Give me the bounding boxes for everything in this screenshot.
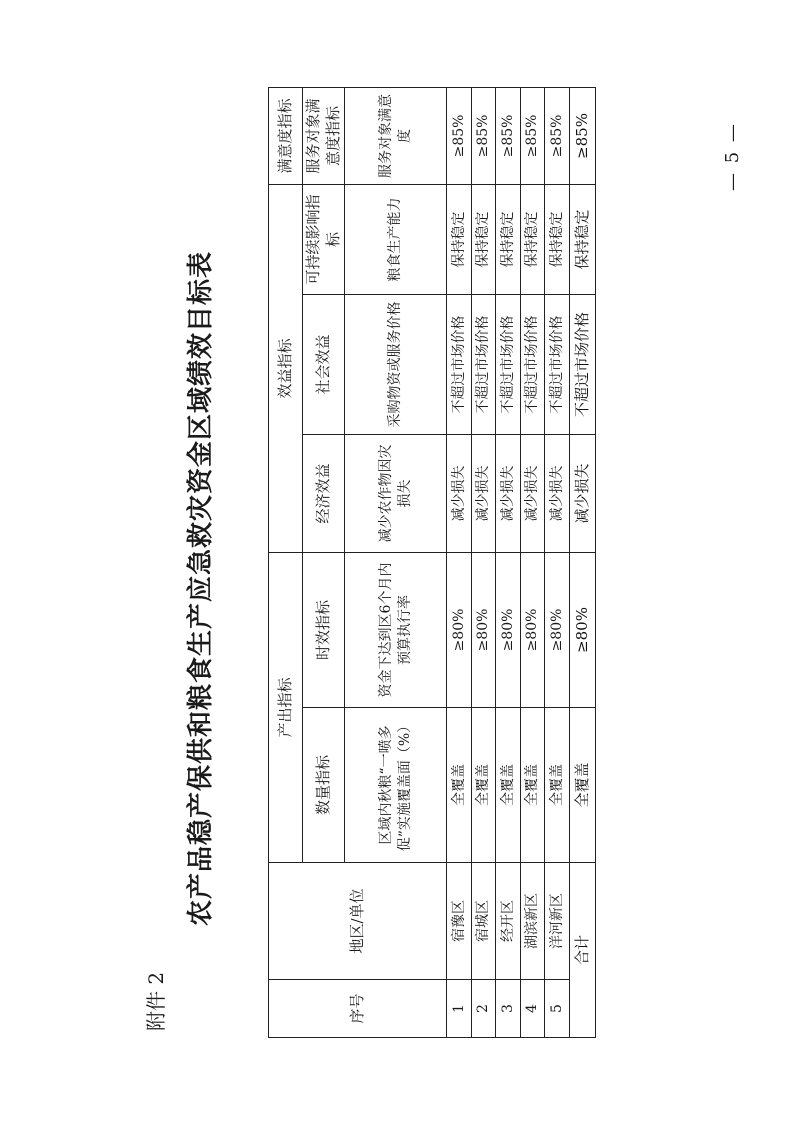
cell-economic: 减少损失 xyxy=(496,434,521,552)
cell-social: 不超过市场价格 xyxy=(520,294,545,434)
table-total-row xyxy=(569,87,595,1037)
cell-quantity: 全覆盖 xyxy=(545,708,570,863)
cell-timeliness: ≥80% xyxy=(545,552,570,707)
detail-social: 采购物资或服务价格 xyxy=(345,294,447,434)
cell-total-quantity: 全覆盖 xyxy=(569,708,595,863)
cell-timeliness: ≥80% xyxy=(471,552,496,707)
cell-social: 不超过市场价格 xyxy=(496,294,521,434)
cell-satisfaction: ≥85% xyxy=(520,87,545,184)
cell-region: 洋河新区 xyxy=(545,863,570,980)
cell-region: 宿城区 xyxy=(471,863,496,980)
cell-total-social: 不超过市场价格 xyxy=(569,294,595,434)
page-title: 农产品稳产保供和粮食生产应急救灾资金区域绩效目标表 xyxy=(186,250,216,926)
cell-economic: 减少损失 xyxy=(471,434,496,552)
cell-satisfaction: ≥85% xyxy=(471,87,496,184)
cell-satisfaction: ≥85% xyxy=(447,87,472,184)
header-timeliness: 时效指标 xyxy=(303,552,345,707)
cell-total-economic: 减少损失 xyxy=(569,434,595,552)
header-satisfaction: 满意度指标 xyxy=(269,87,303,184)
cell-quantity: 全覆盖 xyxy=(496,708,521,863)
cell-sustainable: 保持稳定 xyxy=(520,184,545,294)
cell-economic: 减少损失 xyxy=(545,434,570,552)
header-sustainable: 可持续影响指标 xyxy=(303,184,345,294)
table-row xyxy=(447,87,472,1037)
header-seq: 序号 xyxy=(269,980,447,1038)
header-economic: 经济效益 xyxy=(303,434,345,552)
page-number: — 5 — xyxy=(722,122,743,191)
cell-timeliness: ≥80% xyxy=(496,552,521,707)
header-benefit: 效益指标 xyxy=(269,184,303,552)
table-row xyxy=(545,87,570,1037)
cell-social: 不超过市场价格 xyxy=(471,294,496,434)
cell-sustainable: 保持稳定 xyxy=(471,184,496,294)
cell-seq: 2 xyxy=(471,980,496,1038)
detail-quantity: 区域内秋粮“一喷多促”实施覆盖面（%） xyxy=(345,708,447,863)
cell-satisfaction: ≥85% xyxy=(496,87,521,184)
cell-social: 不超过市场价格 xyxy=(545,294,570,434)
cell-seq: 4 xyxy=(520,980,545,1038)
cell-sustainable: 保持稳定 xyxy=(545,184,570,294)
cell-timeliness: ≥80% xyxy=(520,552,545,707)
cell-economic: 减少损失 xyxy=(447,434,472,552)
table-row xyxy=(471,87,496,1037)
cell-region: 湖滨新区 xyxy=(520,863,545,980)
cell-quantity: 全覆盖 xyxy=(447,708,472,863)
header-quantity: 数量指标 xyxy=(303,708,345,863)
detail-service: 服务对象满意度 xyxy=(345,87,447,184)
cell-region: 宿豫区 xyxy=(447,863,472,980)
cell-social: 不超过市场价格 xyxy=(447,294,472,434)
cell-total-label: 合计 xyxy=(569,863,595,1038)
cell-sustainable: 保持稳定 xyxy=(447,184,472,294)
cell-region: 经开区 xyxy=(496,863,521,980)
cell-sustainable: 保持稳定 xyxy=(496,184,521,294)
cell-total-satisfaction: ≥85% xyxy=(569,87,595,184)
detail-timeliness: 资金下达到区6个月内预算执行率 xyxy=(345,552,447,707)
cell-economic: 减少损失 xyxy=(520,434,545,552)
header-output: 产出指标 xyxy=(269,552,303,862)
performance-table xyxy=(268,87,596,1038)
cell-total-timeliness: ≥80% xyxy=(569,552,595,707)
cell-timeliness: ≥80% xyxy=(447,552,472,707)
table-row xyxy=(520,87,545,1037)
table-row xyxy=(496,87,521,1037)
cell-quantity: 全覆盖 xyxy=(520,708,545,863)
cell-quantity: 全覆盖 xyxy=(471,708,496,863)
header-social: 社会效益 xyxy=(303,294,345,434)
cell-seq: 1 xyxy=(447,980,472,1038)
header-region: 地区/单位 xyxy=(269,863,447,980)
detail-economic: 减少农作物因灾损失 xyxy=(345,434,447,552)
detail-sustainable: 粮食生产能力 xyxy=(345,184,447,294)
cell-total-sustainable: 保持稳定 xyxy=(569,184,595,294)
header-service: 服务对象满意度指标 xyxy=(303,87,345,184)
attachment-label: 附件 2 xyxy=(144,971,168,1031)
cell-seq: 5 xyxy=(545,980,570,1038)
cell-seq: 3 xyxy=(496,980,521,1038)
cell-satisfaction: ≥85% xyxy=(545,87,570,184)
